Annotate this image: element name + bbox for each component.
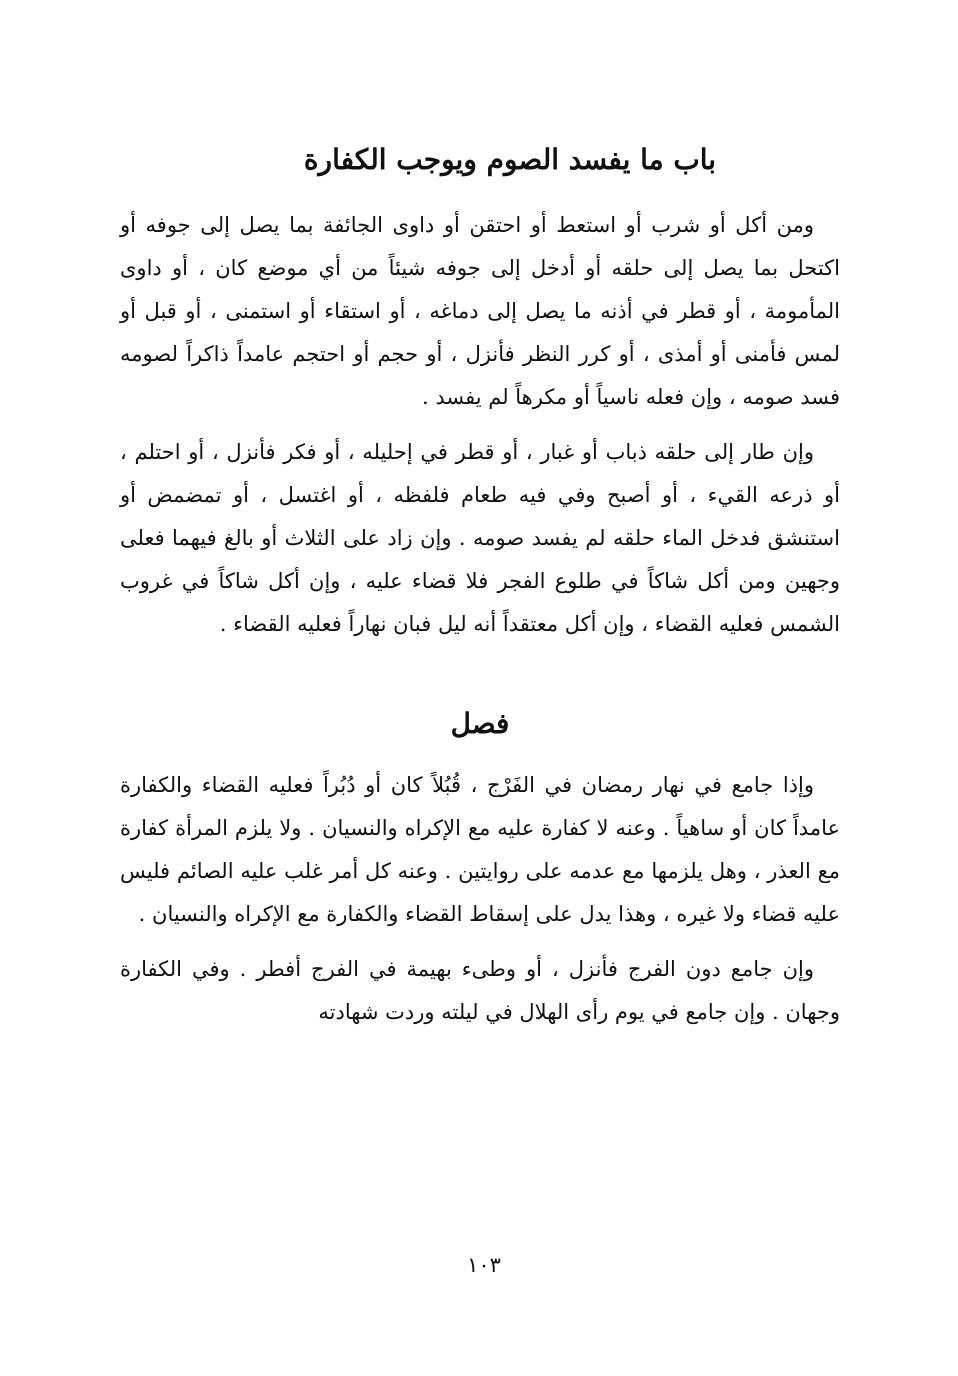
paragraph: وإن جامع دون الفرج فأنزل ، أو وطىء بهيمة في الفرج أفطر . وفي الكفارة وجهان . وإن جامع في يوم رأى الهلال في ليلته وردت شهادته bbox=[120, 957, 840, 1024]
page-number: ١٠٣ bbox=[467, 1253, 501, 1277]
book-page bbox=[120, 140, 840, 1280]
subsection-title: فصل bbox=[450, 707, 510, 740]
paragraph: وإن طار إلى حلقه ذباب أو غبار ، أو قطر في إحليله ، أو فكر فأنزل ، أو احتلم ، أو ذرعه القيء ، أو أصبح وفي فيه طعام فلفظه ، أو اغتسل ، أو تمضمض أو استنشق فدخل الماء حلقه لم يفسد صومه . وإن زاد على الثلاث أو بالغ فيهما فعلى وجهين ومن أكل شاكاً في طلوع الفجر فلا قضاء عليه ، وإن أكل شاكاً في غروب الشمس فعليه القضاء ، وإن أكل معتقداً أنه ليل فبان نهاراً فعليه القضاء . bbox=[120, 440, 840, 636]
paragraph: ومن أكل أو شرب أو استعط أو احتقن أو داوى الجائفة بما يصل إلى جوفه أو اكتحل بما يصل إلى حلقه أو أدخل إلى جوفه شيئاً من أي موضع كان ، أو داوى المأمومة ، أو قطر في أذنه ما يصل إلى دماغه ، أو استقاء أو استمنى ، أو قبل أو لمس فأمنى أو أمذى ، أو كرر النظر فأنزل ، أو حجم أو احتجم عامداً ذاكراً لصومه فسد صومه ، وإن فعله ناسياً أو مكرهاً لم يفسد . bbox=[120, 213, 840, 409]
paragraph: وإذا جامع في نهار رمضان في الفَرْج ، قُبُلاً كان أو دُبُراً فعليه القضاء والكفارة عامداً كان أو ساهياً . وعنه لا كفارة عليه مع الإكراه والنسيان . ولا يلزم المرأة كفارة مع العذر ، وهل يلزمها مع عدمه على روايتين . وعنه كل أمر غلب عليه الصائم فليس عليه قضاء ولا غيره ، وهذا يدل على إسقاط القضاء والكفارة مع الإكراه والنسيان . bbox=[120, 773, 840, 926]
section-title: باب ما يفسد الصوم ويوجب الكفارة bbox=[303, 143, 717, 176]
